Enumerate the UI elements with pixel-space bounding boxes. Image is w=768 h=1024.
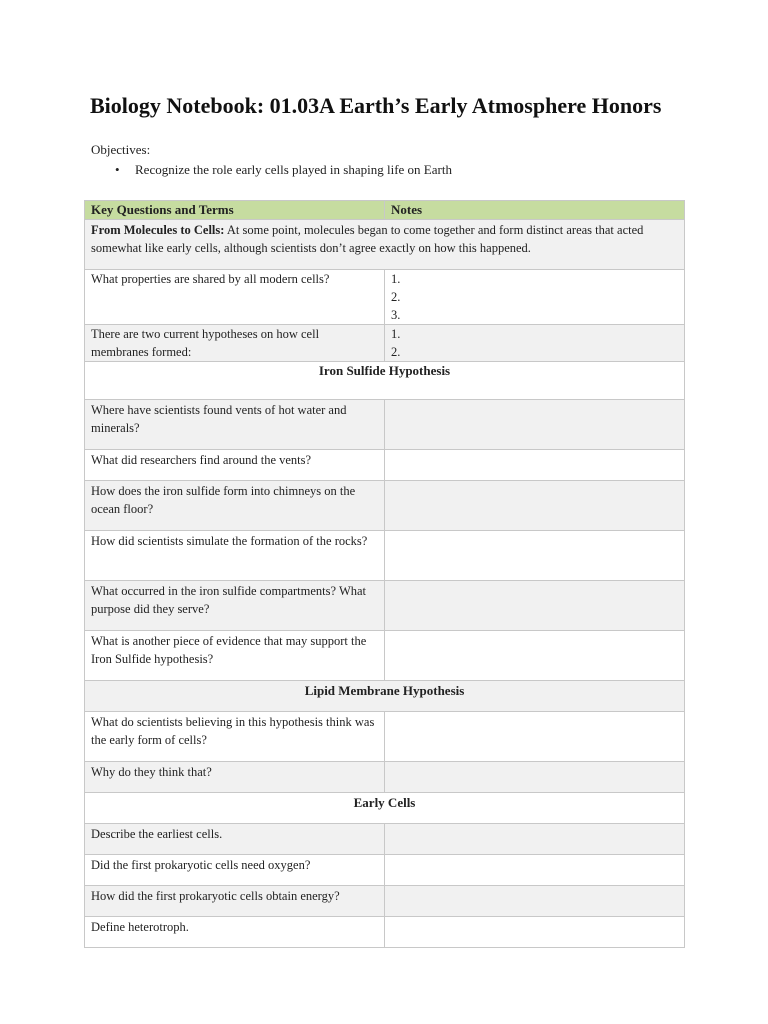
list-number: 2.: [391, 290, 401, 304]
notes-cell[interactable]: [385, 631, 685, 681]
list-number: 1.: [391, 272, 401, 286]
notes-membranes[interactable]: [385, 325, 685, 362]
page-title: Biology Notebook: 01.03A Earth’s Early Atmosphere Honors: [90, 93, 662, 118]
table-row: [85, 886, 685, 917]
question-properties: What properties are shared by all modern cells?: [85, 270, 385, 325]
notes-cell[interactable]: [385, 762, 685, 793]
question-cell: What occurred in the iron sulfide compartments? What purpose did they serve?: [85, 581, 385, 631]
section-row: [85, 362, 685, 400]
intro-row: [85, 220, 685, 270]
question-cell: How did the first prokaryotic cells obtain energy?: [85, 886, 385, 917]
table-row: [85, 325, 685, 362]
objective-item: [115, 162, 452, 178]
question-cell: Where have scientists found vents of hot water and minerals?: [85, 400, 385, 450]
table-row: [85, 824, 685, 855]
intro-cell: [85, 220, 685, 270]
notes-cell[interactable]: [385, 400, 685, 450]
table-row: [85, 481, 685, 531]
table-row: [85, 631, 685, 681]
header-key-questions: Key Questions and Terms: [85, 201, 385, 220]
notes-cell[interactable]: [385, 917, 685, 948]
objective-text: Recognize the role early cells played in shaping life on Earth: [135, 162, 452, 177]
table-row: [85, 531, 685, 581]
table-header-row: [85, 201, 685, 220]
notes-cell[interactable]: [385, 824, 685, 855]
question-cell: Describe the earliest cells.: [85, 824, 385, 855]
question-cell: What did researchers find around the vents?: [85, 450, 385, 481]
section-row: [85, 793, 685, 824]
bullet-icon: •: [115, 162, 120, 177]
table-row: [85, 270, 685, 325]
question-membranes: There are two current hypotheses on how cell membranes formed:: [85, 325, 385, 362]
question-cell: Why do they think that?: [85, 762, 385, 793]
section-lipid-membrane: Lipid Membrane Hypothesis: [85, 681, 685, 712]
table-row: [85, 450, 685, 481]
question-cell: How did scientists simulate the formation of the rocks?: [85, 531, 385, 581]
notes-cell[interactable]: [385, 450, 685, 481]
table-row: [85, 581, 685, 631]
notes-cell[interactable]: [385, 531, 685, 581]
notes-cell[interactable]: [385, 481, 685, 531]
objectives-label: Objectives:: [91, 142, 151, 157]
table-row: [85, 712, 685, 762]
intro-lead: From Molecules to Cells:: [91, 223, 225, 237]
list-number: 3.: [391, 308, 401, 322]
question-cell: What do scientists believing in this hypothesis think was the early form of cells?: [85, 712, 385, 762]
question-cell: What is another piece of evidence that may support the Iron Sulfide hypothesis?: [85, 631, 385, 681]
question-cell: Define heterotroph.: [85, 917, 385, 948]
list-number: 1.: [391, 327, 401, 341]
table-row: [85, 762, 685, 793]
table-row: [85, 400, 685, 450]
table-row: [85, 917, 685, 948]
notes-table: [84, 200, 685, 948]
section-iron-sulfide: Iron Sulfide Hypothesis: [85, 362, 685, 400]
notes-properties[interactable]: [385, 270, 685, 325]
intro-text: At some point, molecules began to come together and form distinct areas that acted somewhat like early cells, although scientists don’t agree exactly on how this happened.: [91, 223, 644, 255]
header-notes: Notes: [385, 201, 685, 220]
section-row: [85, 681, 685, 712]
notes-cell[interactable]: [385, 712, 685, 762]
section-early-cells: Early Cells: [85, 793, 685, 824]
list-number: 2.: [391, 345, 401, 359]
question-cell: Did the first prokaryotic cells need oxygen?: [85, 855, 385, 886]
question-cell: How does the iron sulfide form into chimneys on the ocean floor?: [85, 481, 385, 531]
notes-cell[interactable]: [385, 855, 685, 886]
notes-cell[interactable]: [385, 886, 685, 917]
notes-cell[interactable]: [385, 581, 685, 631]
table-row: [85, 855, 685, 886]
